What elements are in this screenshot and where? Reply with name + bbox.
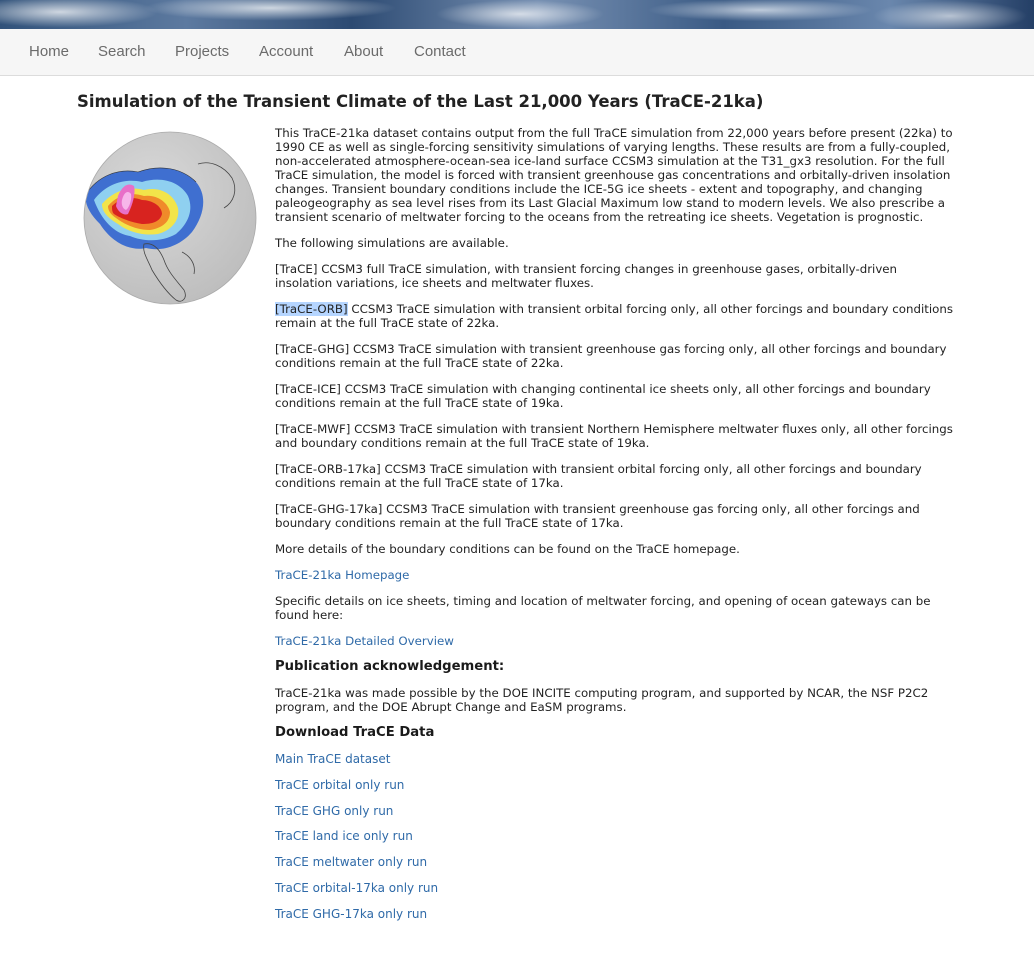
- sim-orb-description: [275, 302, 955, 330]
- sim-mwf-description: [TraCE-MWF] CCSM3 TraCE simulation with transient Northern Hemisphere meltwater fluxes only, all other forcings and boundary conditions remain at the full TraCE state of 19ka.: [275, 422, 953, 450]
- download-link-meltwater[interactable]: TraCE meltwater only run: [275, 855, 428, 870]
- page-title: Simulation of the Transient Climate of the Last 21,000 Years (TraCE-21ka): [77, 92, 764, 111]
- download-link-orbital-17ka[interactable]: TraCE orbital-17ka only run: [275, 880, 439, 895]
- download-link-ghg[interactable]: TraCE GHG only run: [275, 803, 394, 818]
- nav-search-link[interactable]: Search: [98, 43, 146, 60]
- more-details-text: More details of the boundary conditions can be found on the TraCE homepage.: [275, 542, 740, 556]
- header-banner-image: [0, 0, 1034, 29]
- specific-details-text: Specific details on ice sheets, timing and location of meltwater forcing, and opening of ocean gateways can be found here:: [275, 594, 931, 622]
- nav-contact-link[interactable]: Contact: [414, 43, 466, 60]
- nav-projects-link[interactable]: Projects: [175, 43, 230, 60]
- top-navbar: [0, 29, 1034, 76]
- sim-ghg-description: [TraCE-GHG] CCSM3 TraCE simulation with transient greenhouse gas forcing only, all other forcings and boundary conditions remain at the full TraCE state of 22ka.: [275, 342, 947, 370]
- detailed-overview-link[interactable]: TraCE-21ka Detailed Overview: [275, 634, 454, 648]
- download-link-orbital[interactable]: TraCE orbital only run: [275, 777, 405, 792]
- available-simulations-text: The following simulations are available.: [275, 236, 509, 250]
- download-link-main[interactable]: Main TraCE dataset: [275, 752, 391, 766]
- selected-text-highlight: [TraCE-ORB]: [275, 302, 348, 316]
- acknowledgement-text: TraCE-21ka was made possible by the DOE INCITE computing program, and supported by NCAR, the NSF P2C2 program, and the DOE Abrupt Change and EaSM programs.: [275, 686, 929, 714]
- download-link-land-ice[interactable]: TraCE land ice only run: [275, 829, 413, 844]
- sim-orb17-description: [TraCE-ORB-17ka] CCSM3 TraCE simulation with transient orbital forcing only, all other forcings and boundary conditions remain at the full TraCE state of 17ka.: [275, 462, 922, 490]
- acknowledgement-heading: Publication acknowledgement:: [275, 659, 505, 674]
- trace-homepage-link[interactable]: TraCE-21ka Homepage: [275, 568, 410, 582]
- globe-image: [78, 124, 263, 309]
- main-content: [275, 126, 955, 933]
- nav-about-link[interactable]: About: [344, 43, 384, 60]
- sim-ice-description: [TraCE-ICE] CCSM3 TraCE simulation with changing continental ice sheets only, all other forcings and boundary conditions remain at the full TraCE state of 19ka.: [275, 382, 931, 410]
- sim-ghg17-description: [TraCE-GHG-17ka] CCSM3 TraCE simulation with transient greenhouse gas forcing only, all other forcings and boundary conditions remain at the full TraCE state of 17ka.: [275, 502, 920, 530]
- sim-orb-text: CCSM3 TraCE simulation with transient orbital forcing only, all other forcings and boundary conditions remain at the full TraCE state of 22ka.: [275, 302, 953, 330]
- download-link-ghg-17ka[interactable]: TraCE GHG-17ka only run: [275, 906, 428, 921]
- intro-paragraph: This TraCE-21ka dataset contains output from the full TraCE simulation from 22,000 years before present (22ka) to 1990 CE as well as single-forcing sensitivity simulations of varying lengths. These results are from a fully-coupled, non-accelerated atmosphere-ocean-sea ice-land surface CCSM3 simulation at the T31_gx3 resolution. For the full TraCE simulation, the model is forced with transient greenhouse gas concentrations and orbitally-driven insolation changes. Transient boundary conditions include the ICE-5G ice sheets - extent and topography, and changing paleogeography as sea level rises from its Last Glacial Maximum low stand to modern levels. We also prescribe a transient scenario of meltwater forcing to the oceans from the retreating ice sheets. Vegetation is prognostic.: [275, 126, 953, 224]
- sim-trace-description: [TraCE] CCSM3 full TraCE simulation, with transient forcing changes in greenhouse gases, orbitally-driven insolation variations, ice sheets and meltwater fluxes.: [275, 262, 898, 290]
- nav-home-link[interactable]: Home: [29, 43, 70, 60]
- download-heading: Download TraCE Data: [275, 725, 435, 740]
- nav-account-link[interactable]: Account: [259, 43, 314, 60]
